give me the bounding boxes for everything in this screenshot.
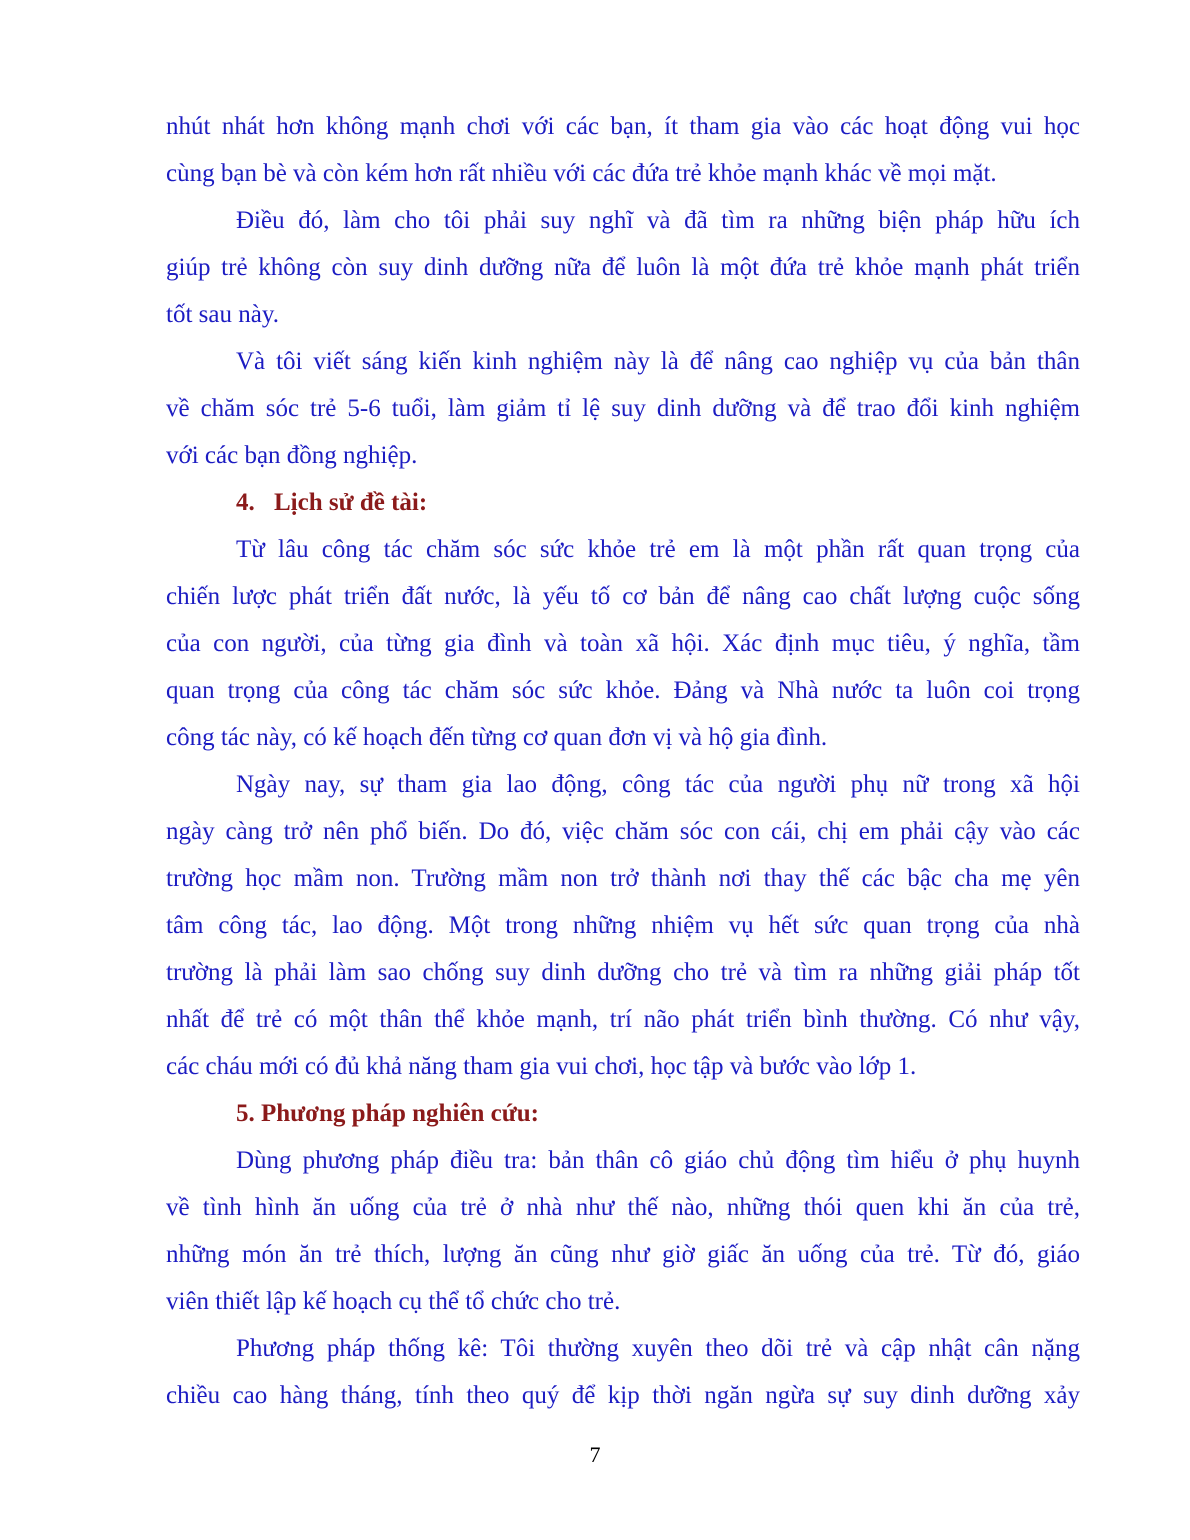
paragraph-history-2 (166, 761, 1080, 1090)
section-title: Lịch sử đề tài: (274, 489, 428, 516)
text-line: chiều cao hàng tháng, tính theo quý để kịp thời ngăn ngừa sự suy dinh dưỡng xảy (166, 1382, 1080, 1409)
text-line: các cháu mới có đủ khả năng tham gia vui chơi, học tập và bước vào lớp 1. (166, 1053, 917, 1080)
text-line: về tình hình ăn uống của trẻ ở nhà như thế nào, những thói quen khi ăn của trẻ, (166, 1194, 1080, 1221)
text-line: Và tôi viết sáng kiến kinh nghiệm này là để nâng cao nghiệp vụ của bản thân (236, 348, 1080, 375)
paragraph-reflection (166, 197, 1080, 338)
text-line: tốt sau này. (166, 301, 279, 328)
text-line: của con người, của từng gia đình và toàn xã hội. Xác định mục tiêu, ý nghĩa, tầm (166, 630, 1080, 657)
paragraph-continuation (166, 103, 1080, 197)
text-line: Dùng phương pháp điều tra: bản thân cô giáo chủ động tìm hiểu ở phụ huynh (236, 1147, 1080, 1174)
text-line: ngày càng trở nên phổ biến. Do đó, việc chăm sóc con cái, chị em phải cậy vào các (166, 818, 1080, 845)
section-heading-methods (166, 1090, 1080, 1137)
paragraph-survey-method (166, 1137, 1080, 1325)
text-line: công tác này, có kế hoạch đến từng cơ quan đơn vị và hộ gia đình. (166, 724, 828, 751)
text-line: Phương pháp thống kê: Tôi thường xuyên theo dõi trẻ và cập nhật cân nặng (236, 1335, 1080, 1362)
paragraph-purpose (166, 338, 1080, 479)
paragraph-history-1 (166, 526, 1080, 761)
section-number: 4. (236, 489, 255, 516)
text-line: về chăm sóc trẻ 5-6 tuổi, làm giảm tỉ lệ suy dinh dưỡng và để trao đổi kinh nghiệm (166, 395, 1080, 422)
section-heading-history (166, 479, 1080, 526)
text-line: nhất để trẻ có một thân thể khỏe mạnh, trí não phát triển bình thường. Có như vậy, (166, 1006, 1080, 1033)
text-line: chiến lược phát triển đất nước, là yếu tố cơ bản để nâng cao chất lượng cuộc sống (166, 583, 1080, 610)
text-line: với các bạn đồng nghiệp. (166, 442, 418, 469)
page-number: 7 (589, 1442, 601, 1467)
section-title: 5. Phương pháp nghiên cứu: (236, 1100, 539, 1127)
paragraph-statistics-method (166, 1325, 1080, 1419)
text-line: Ngày nay, sự tham gia lao động, công tác của người phụ nữ trong xã hội (236, 771, 1080, 798)
text-line: Điều đó, làm cho tôi phải suy nghĩ và đã tìm ra những biện pháp hữu ích (236, 207, 1080, 234)
text-line: tâm công tác, lao động. Một trong những nhiệm vụ hết sức quan trọng của nhà (166, 912, 1080, 939)
text-line: trường là phải làm sao chống suy dinh dưỡng cho trẻ và tìm ra những giải pháp tốt (166, 959, 1080, 986)
text-line: viên thiết lập kế hoạch cụ thể tổ chức cho trẻ. (166, 1288, 621, 1315)
text-line: những món ăn trẻ thích, lượng ăn cũng như giờ giấc ăn uống của trẻ. Từ đó, giáo (166, 1241, 1080, 1268)
text-line: quan trọng của công tác chăm sóc sức khỏe. Đảng và Nhà nước ta luôn coi trọng (166, 677, 1080, 704)
text-line: nhút nhát hơn không mạnh chơi với các bạn, ít tham gia vào các hoạt động vui học (166, 113, 1080, 140)
text-line: giúp trẻ không còn suy dinh dưỡng nữa để luôn là một đứa trẻ khỏe mạnh phát triển (166, 254, 1080, 281)
text-line: cùng bạn bè và còn kém hơn rất nhiều với các đứa trẻ khỏe mạnh khác về mọi mặt. (166, 160, 997, 187)
text-line: trường học mầm non. Trường mầm non trở thành nơi thay thế các bậc cha mẹ yên (166, 865, 1080, 892)
document-page (166, 103, 1080, 1419)
text-line: Từ lâu công tác chăm sóc sức khỏe trẻ em là một phần rất quan trọng của (236, 536, 1080, 563)
